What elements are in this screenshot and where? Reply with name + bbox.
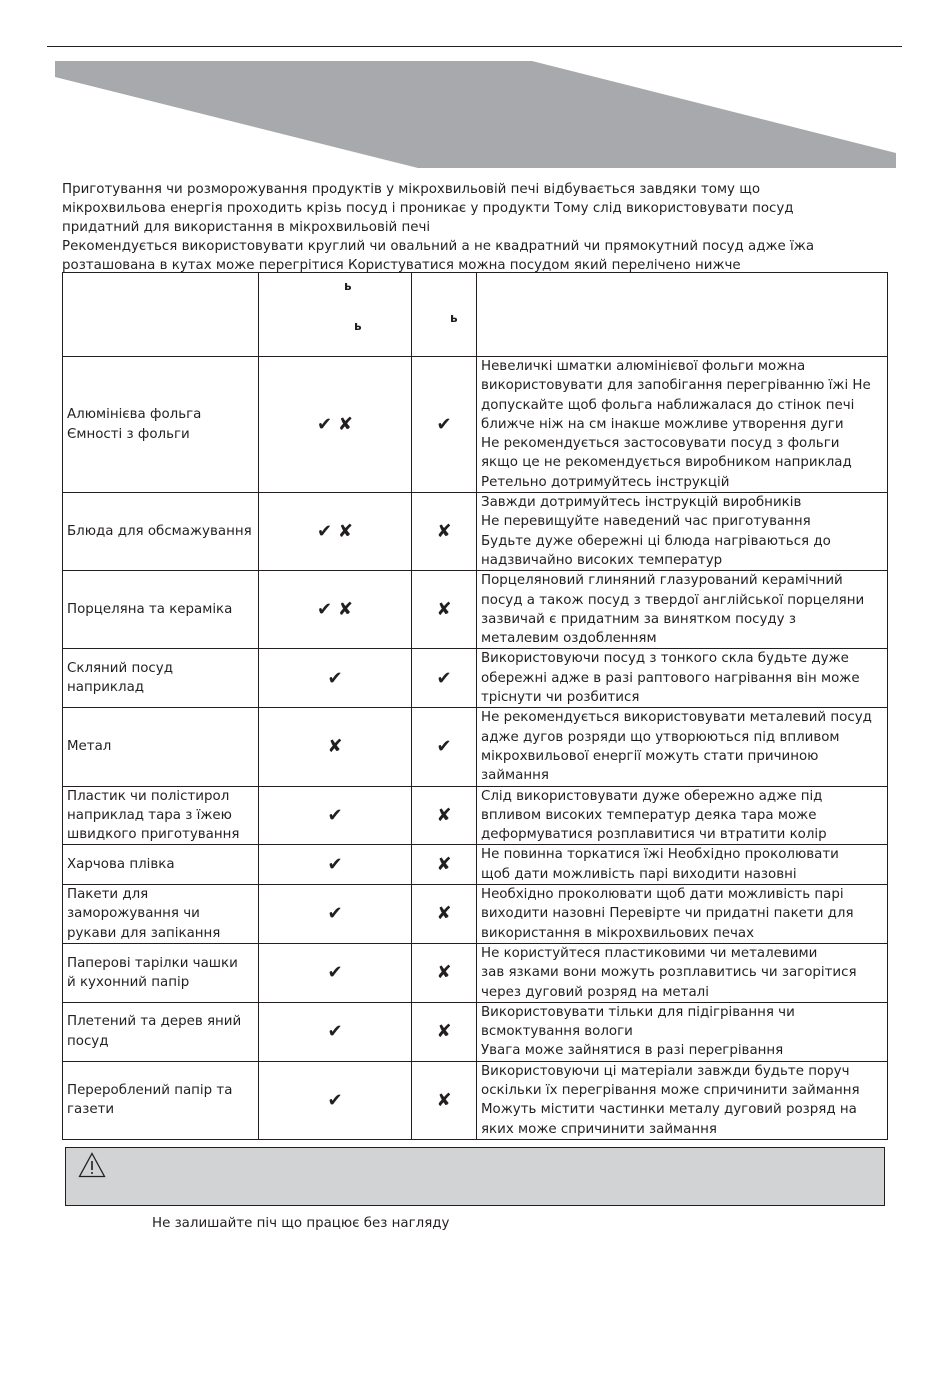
note-line: Увага може зайнятися в разі перегрівання xyxy=(481,1043,784,1059)
notes-cell xyxy=(477,708,888,786)
material-cell xyxy=(63,943,259,1002)
note-line: використовувати для запобігання перегріванню їжі Не xyxy=(481,378,871,394)
note-line: металевим оздобленням xyxy=(481,631,657,647)
microwave-symbol: ✔ xyxy=(259,1061,412,1139)
note-line: Невеличкі шматки алюмінієвої фольги можна xyxy=(481,359,806,374)
material-cell xyxy=(63,786,259,845)
notes-cell xyxy=(477,885,888,944)
note-line: допускайте щоб фольга наближалася до стінок печі xyxy=(481,397,855,413)
material-line: наприклад тара з їжею xyxy=(67,807,232,823)
note-line: тріснути чи розбитися xyxy=(481,690,640,706)
note-line: якщо це не рекомендується виробником наприклад xyxy=(481,455,852,471)
note-line: яких може спричинити займання xyxy=(481,1121,717,1137)
note-line: Використовувати тільки для підігрівання чи xyxy=(481,1004,795,1020)
note-line: зазвичай є придатним за винятком посуду з xyxy=(481,611,796,627)
intro-line: розташована в кутах може перегрітися Користуватися можна посудом який перелічено нижче xyxy=(62,258,741,273)
microwave-symbol: ✔ xyxy=(259,845,412,885)
grill-symbol: ✘ xyxy=(412,943,477,1002)
material-line: Харчова плівка xyxy=(67,857,175,873)
footer-note: Не залишайте піч що працює без нагляду xyxy=(152,1216,450,1231)
table-row xyxy=(63,493,888,571)
note-line: Порцеляновий глиняний глазурований керамічний xyxy=(481,573,843,589)
warning-box xyxy=(65,1147,885,1206)
microwave-symbol: ✔ ✘ xyxy=(259,493,412,571)
grill-symbol: ✘ xyxy=(412,1002,477,1061)
notes-cell xyxy=(477,571,888,649)
material-cell xyxy=(63,357,259,493)
warning-triangle-icon xyxy=(78,1152,106,1178)
notes-cell xyxy=(477,786,888,845)
header-mark: ь xyxy=(344,279,352,293)
note-line: Будьте дуже обережні ці блюда нагріваються до xyxy=(481,533,831,549)
cookware-table xyxy=(62,272,888,1140)
table-row xyxy=(63,571,888,649)
note-line: деформуватися розплавитися чи втратити колір xyxy=(481,827,827,843)
note-line: ближче ніж на см інакше можливе утворення дуги xyxy=(481,416,844,432)
material-line: Пакети для xyxy=(67,887,149,903)
table-row xyxy=(63,649,888,708)
material-line: Алюмінієва фольга xyxy=(67,407,202,423)
table-row xyxy=(63,708,888,786)
material-line: Паперові тарілки чашки xyxy=(67,955,238,971)
notes-cell xyxy=(477,649,888,708)
note-line: Не користуйтеся пластиковими чи металевими xyxy=(481,945,818,961)
notes-cell xyxy=(477,357,888,493)
note-line: надзвичайно високих температур xyxy=(481,552,723,568)
header-mark: ь xyxy=(354,319,362,333)
note-line: Використовуючи посуд з тонкого скла будьте дуже xyxy=(481,651,849,667)
table-row xyxy=(63,1002,888,1061)
note-line: Не перевищуйте наведений час приготування xyxy=(481,514,811,530)
material-line: Скляний посуд xyxy=(67,661,173,677)
note-line: Не повинна торкатися їжі Необхідно проколювати xyxy=(481,847,839,863)
notes-cell xyxy=(477,943,888,1002)
material-line: рукави для запікання xyxy=(67,925,221,941)
grill-symbol: ✘ xyxy=(412,1061,477,1139)
material-line: Ємності з фольги xyxy=(67,426,190,442)
grill-symbol: ✘ xyxy=(412,493,477,571)
section-banner xyxy=(55,61,896,168)
intro-line: Приготування чи розморожування продуктів у мікрохвильовій печі відбувається завдяки тому що xyxy=(62,182,761,197)
microwave-symbol: ✔ ✘ xyxy=(259,571,412,649)
header-microwave xyxy=(259,273,412,357)
microwave-symbol: ✔ ✘ xyxy=(259,357,412,493)
microwave-symbol: ✔ xyxy=(259,1002,412,1061)
note-line: Необхідно проколювати щоб дати можливість парі xyxy=(481,887,844,903)
material-line: газети xyxy=(67,1102,115,1118)
material-line: Блюда для обсмажування xyxy=(67,524,252,540)
material-cell xyxy=(63,571,259,649)
note-line: Ретельно дотримуйтесь інструкцій xyxy=(481,474,730,490)
table-row xyxy=(63,786,888,845)
note-line: через дуговий розряд на металі xyxy=(481,984,709,1000)
grill-symbol: ✘ xyxy=(412,786,477,845)
material-line: Пластик чи полістирол xyxy=(67,788,230,804)
microwave-symbol: ✔ xyxy=(259,649,412,708)
note-line: впливом високих температур деяка тара може xyxy=(481,807,817,823)
note-line: зав язками вони можуть розплавитись чи загорітися xyxy=(481,965,857,981)
material-line: Плетений та дерев яний xyxy=(67,1014,242,1030)
table-row xyxy=(63,845,888,885)
note-line: всмоктування вологи xyxy=(481,1024,633,1040)
header-mark: ь xyxy=(450,311,458,325)
note-line: Не рекомендується використовувати металевий посуд xyxy=(481,710,872,726)
notes-cell xyxy=(477,1061,888,1139)
intro-text xyxy=(62,180,892,275)
note-line: займання xyxy=(481,768,549,784)
header-material xyxy=(63,273,259,357)
material-line: наприклад xyxy=(67,680,145,696)
note-line: використання в мікрохвильових печах xyxy=(481,925,754,941)
material-line: й кухонний папір xyxy=(67,974,190,990)
grill-symbol: ✘ xyxy=(412,845,477,885)
notes-cell xyxy=(477,1002,888,1061)
note-line: оскільки їх перегрівання може спричинити займання xyxy=(481,1082,860,1098)
notes-cell xyxy=(477,493,888,571)
grill-symbol: ✘ xyxy=(412,571,477,649)
note-line: мікрохвильової енергії можуть стати причиною xyxy=(481,748,819,764)
notes-cell xyxy=(477,845,888,885)
microwave-symbol: ✔ xyxy=(259,786,412,845)
material-cell xyxy=(63,708,259,786)
grill-symbol: ✔ xyxy=(412,649,477,708)
material-cell xyxy=(63,1061,259,1139)
note-line: посуд а також посуд з твердої англійської порцеляни xyxy=(481,592,865,608)
grill-symbol: ✔ xyxy=(412,357,477,493)
table-row xyxy=(63,943,888,1002)
material-line: Метал xyxy=(67,739,112,755)
top-rule xyxy=(47,46,902,47)
header-grill xyxy=(412,273,477,357)
intro-line: мікрохвильова енергія проходить крізь посуд і проникає у продукти Тому слід використовувати посуд xyxy=(62,201,794,216)
note-line: Використовуючи ці матеріали завжди будьте поруч xyxy=(481,1063,850,1079)
material-cell xyxy=(63,649,259,708)
material-line: Порцеляна та кераміка xyxy=(67,602,233,618)
material-cell xyxy=(63,845,259,885)
material-line: заморожування чи xyxy=(67,906,200,922)
header-notes xyxy=(477,273,888,357)
material-cell xyxy=(63,493,259,571)
note-line: адже дугов розряди що утворюються під впливом xyxy=(481,729,840,745)
note-line: Слід використовувати дуже обережно адже під xyxy=(481,788,823,804)
material-line: посуд xyxy=(67,1033,109,1049)
note-line: обережні адже в разі раптового нагрівання він може xyxy=(481,670,860,686)
material-cell xyxy=(63,885,259,944)
note-line: Не рекомендується застосовувати посуд з фольги xyxy=(481,436,840,452)
intro-line: Рекомендується використовувати круглий чи овальний а не квадратний чи прямокутний посуд адже їжа xyxy=(62,239,815,254)
note-line: виходити назовні Перевірте чи придатні пакети для xyxy=(481,906,854,922)
note-line: щоб дати можливість парі виходити назовні xyxy=(481,866,797,882)
grill-symbol: ✔ xyxy=(412,708,477,786)
material-cell xyxy=(63,1002,259,1061)
table-row xyxy=(63,357,888,493)
note-line: Можуть містити частинки металу дуговий розряд на xyxy=(481,1102,857,1118)
table-row xyxy=(63,1061,888,1139)
material-line: швидкого приготування xyxy=(67,827,240,843)
microwave-symbol: ✔ xyxy=(259,943,412,1002)
table-row xyxy=(63,885,888,944)
microwave-symbol: ✔ xyxy=(259,885,412,944)
material-line: Перероблений папір та xyxy=(67,1082,233,1098)
note-line: Завжди дотримуйтесь інструкцій виробників xyxy=(481,495,802,511)
microwave-symbol: ✘ xyxy=(259,708,412,786)
intro-line: придатний для використання в мікрохвильовій печі xyxy=(62,220,431,235)
grill-symbol: ✘ xyxy=(412,885,477,944)
